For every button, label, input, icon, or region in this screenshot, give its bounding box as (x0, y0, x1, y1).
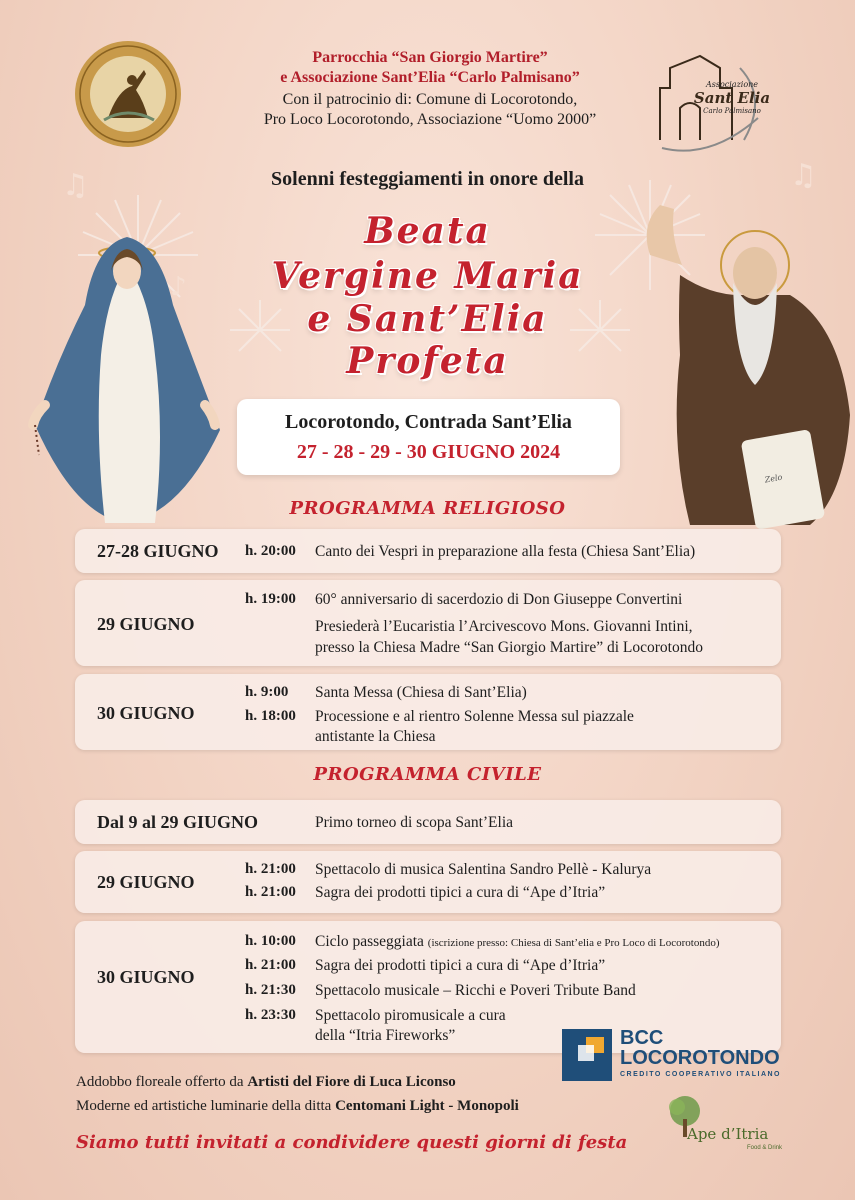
religioso-day2-label: 29 GIUGNO (97, 614, 195, 634)
header-parish: Parrocchia “San Giorgio Martire” (312, 49, 548, 66)
title-line-4: Profeta (346, 340, 509, 382)
civile-day2-text1: Spettacolo di musica Salentina Sandro Pellè - Kalurya (315, 861, 652, 878)
title-line-2: Vergine Maria (271, 255, 584, 297)
title-line-3: e Sant’Elia (307, 298, 548, 340)
civile-day2-label: 29 GIUGNO (97, 872, 195, 892)
ape-name-text: Ape d’Itria (687, 1125, 769, 1143)
footer-lights-sponsor: Centomani Light - Monopoli (335, 1098, 519, 1114)
svg-text:♫: ♫ (790, 158, 817, 193)
bcc-name-text: LOCOROTONDO (620, 1047, 780, 1069)
religioso-day2-text2: Presiederà l’Eucaristia l’Arcivescovo Mons. Giovanni Intini, (315, 618, 693, 635)
civile-day2-text2: Sagra dei prodotti tipici a cura di “Ape d’Itria” (315, 884, 606, 901)
assoc-logo-line1: Associazione (705, 80, 759, 89)
religioso-day2-text1: 60° anniversario di sacerdozio di Don Giuseppe Convertini (315, 591, 683, 608)
footer-flowers (76, 1074, 456, 1091)
civile-day3-time1: h. 10:00 (245, 933, 296, 949)
civile-day3-time3: h. 21:30 (245, 982, 296, 998)
civile-day3-text1-note: (iscrizione presso: Chiesa di Sant’elia e Pro Loco di Locorotondo) (427, 937, 720, 949)
ape-tag-text: Food & Drink (747, 1145, 783, 1151)
closing-invitation: Siamo tutti invitati a condividere questi giorni di festa (76, 1132, 628, 1153)
bcc-mark-icon (562, 1029, 612, 1081)
civile-day3-time4: h. 23:30 (245, 1007, 296, 1023)
civile-row-29 (75, 851, 781, 913)
header-patronage-2: Pro Loco Locorotondo, Associazione “Uomo 2000” (263, 111, 597, 128)
civile-day3-time2: h. 21:00 (245, 957, 296, 973)
religioso-row-30 (75, 674, 781, 750)
religioso-day1-time: h. 20:00 (245, 543, 296, 559)
religioso-day2-text3: presso la Chiesa Madre “San Giorgio Martire” di Locorotondo (315, 639, 703, 656)
religioso-day1-label: 27-28 GIUGNO (97, 541, 219, 561)
svg-text:♪: ♪ (170, 272, 187, 302)
civile-day2-time1: h. 21:00 (245, 861, 296, 877)
assoc-logo-line2: Sant Elia (693, 89, 771, 107)
religioso-day3-label: 30 GIUGNO (97, 703, 195, 723)
civile-day3-text3: Spettacolo musicale – Ricchi e Poveri Tribute Band (315, 982, 636, 999)
footer-lights (76, 1098, 519, 1115)
title-line-1: Beata (364, 210, 491, 252)
bcc-locorotondo-logo (560, 1027, 786, 1083)
civile-day2-time2: h. 21:00 (245, 884, 296, 900)
festival-dates: 27 - 28 - 29 - 30 GIUGNO 2024 (296, 441, 561, 463)
svg-text:♫: ♫ (62, 168, 89, 203)
assoc-logo-text (682, 80, 782, 115)
bcc-top-text: BCC (620, 1027, 664, 1049)
religioso-row-29 (75, 580, 781, 666)
madonna-statue-image (15, 215, 230, 525)
location-text: Locorotondo, Contrada Sant’Elia (285, 411, 572, 433)
programma-civile-heading: PROGRAMMA CIVILE (313, 764, 542, 785)
location-date-box (237, 399, 620, 475)
civile-day3-text4b: della “Itria Fireworks” (315, 1027, 456, 1044)
civile-day3-text1: Ciclo passeggiata (315, 933, 424, 950)
santelia-statue-image (630, 195, 855, 535)
civile-day3-label: 30 GIUGNO (97, 967, 195, 987)
civile-day3-text4a: Spettacolo piromusicale a cura (315, 1007, 506, 1024)
bcc-tag-text: CREDITO COOPERATIVO ITALIANO (620, 1071, 782, 1078)
header-association: e Associazione Sant’Elia “Carlo Palmisano” (280, 69, 580, 86)
programma-religioso-heading: PROGRAMMA RELIGIOSO (289, 498, 566, 519)
civile-row-9-29 (75, 800, 781, 844)
religioso-day3-text2a: Processione e al rientro Solenne Messa sul piazzale (315, 708, 634, 725)
civile-day1-label: Dal 9 al 29 GIUGNO (97, 812, 259, 832)
svg-text:Zelo: Zelo (764, 472, 783, 485)
religioso-day3-text2b: antistante la Chiesa (315, 728, 436, 745)
religioso-row-27-28 (75, 529, 781, 573)
parish-seal-logo (74, 40, 182, 148)
ape-ditria-logo (665, 1095, 785, 1155)
assoc-logo-line3: Carlo Palmisano (703, 107, 761, 115)
header-patronage: Con il patrocinio di: Comune di Locorotondo, (282, 91, 578, 108)
religioso-day3-text1: Santa Messa (Chiesa di Sant’Elia) (315, 684, 527, 701)
footer-flowers-sponsor: Artisti del Fiore di Luca Liconso (247, 1074, 456, 1090)
footer-lights-prefix: Moderne ed artistiche luminarie della ditta (76, 1098, 336, 1114)
religioso-day2-time: h. 19:00 (245, 591, 296, 607)
civile-day3-text2: Sagra dei prodotti tipici a cura di “Ape d’Itria” (315, 957, 606, 974)
religioso-day1-text: Canto dei Vespri in preparazione alla festa (Chiesa Sant’Elia) (315, 543, 696, 560)
subtitle: Solenni festeggiamenti in onore della (271, 168, 584, 190)
religioso-day3-time2: h. 18:00 (245, 708, 296, 724)
footer-flowers-prefix: Addobbo floreale offerto da (76, 1074, 248, 1090)
religioso-day3-time1: h. 9:00 (245, 684, 289, 700)
civile-day1-text: Primo torneo di scopa Sant’Elia (315, 814, 514, 831)
civile-day3-text1-wrap (315, 932, 720, 953)
